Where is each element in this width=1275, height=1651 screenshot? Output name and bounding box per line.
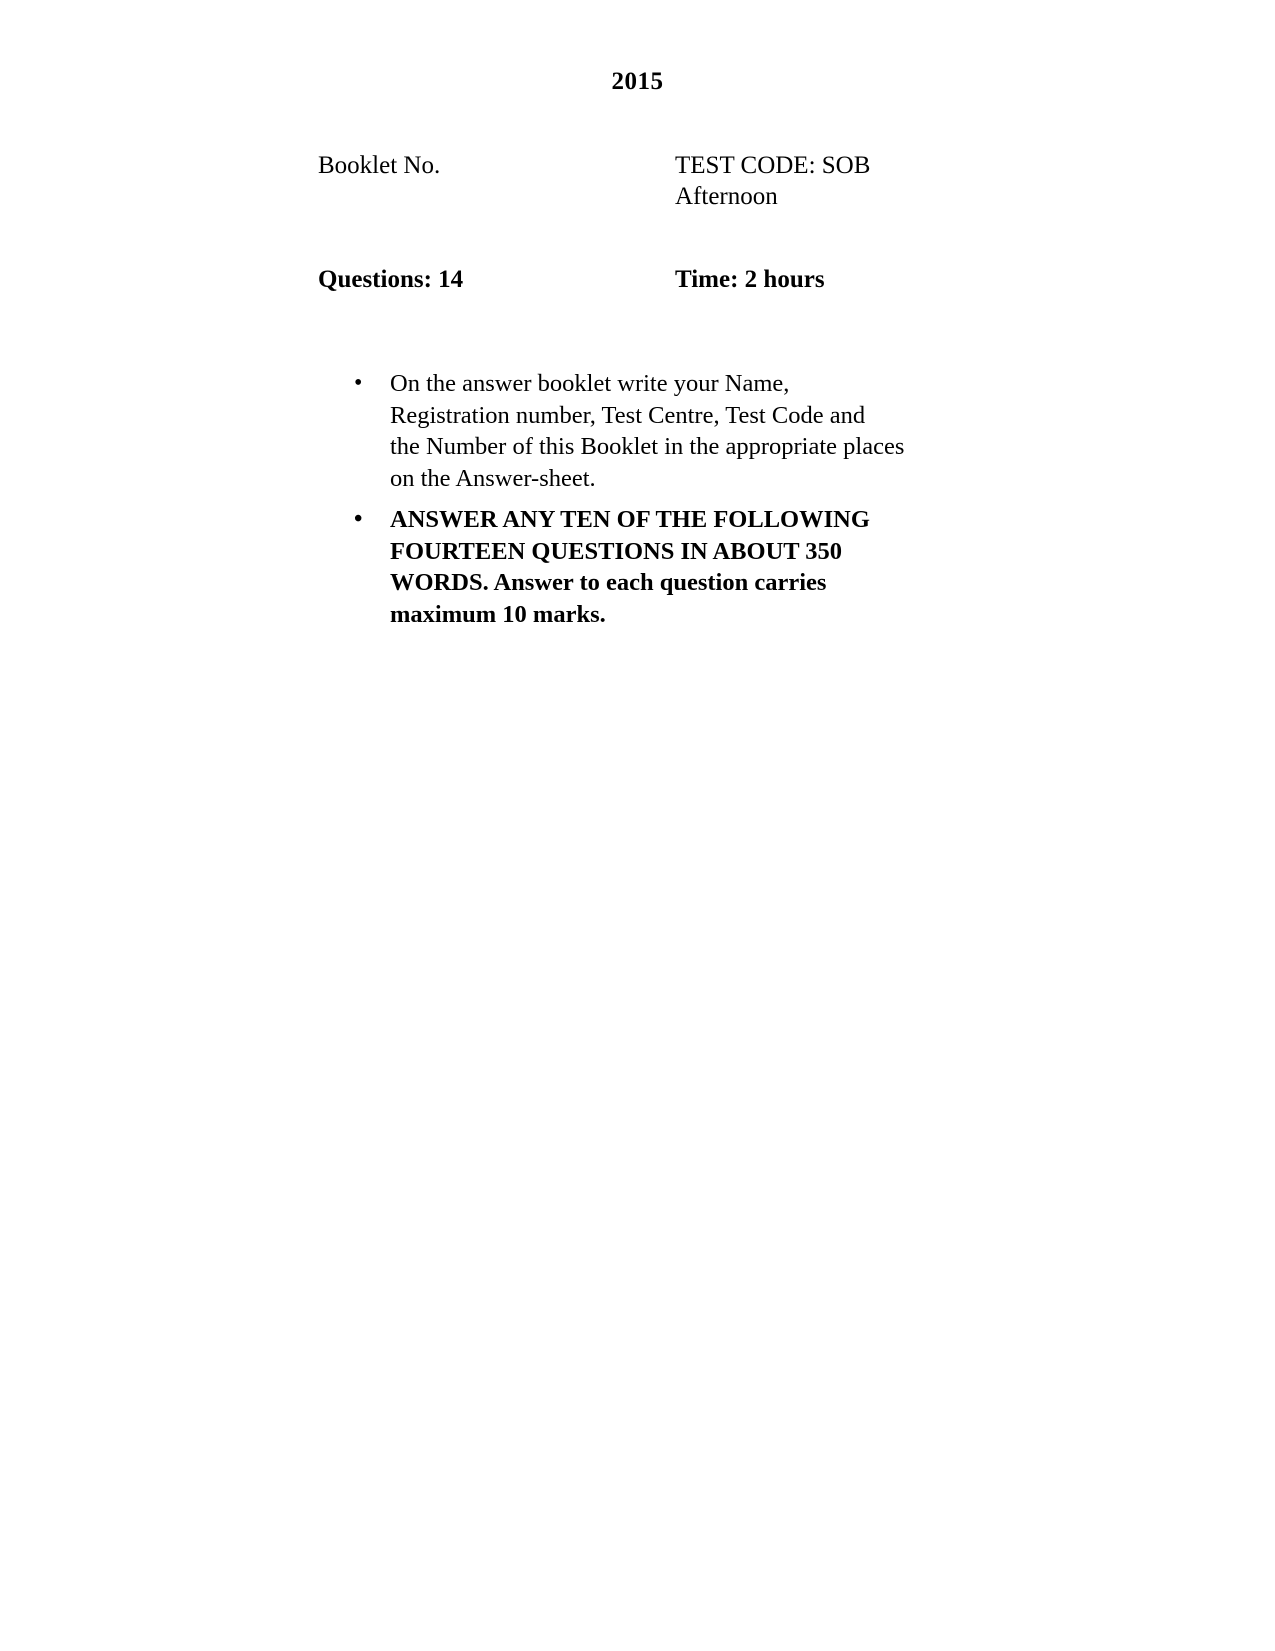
booklet-number-label: Booklet No. bbox=[318, 152, 441, 179]
instruction-line: On the answer booklet write your Name, bbox=[390, 370, 790, 397]
bullet-icon: • bbox=[354, 370, 363, 396]
instruction-line: WORDS. Answer to each question carries bbox=[390, 569, 827, 596]
bullet-icon: • bbox=[354, 506, 363, 532]
time-allowed-label: Time: 2 hours bbox=[675, 266, 825, 293]
instruction-line: Registration number, Test Centre, Test Code and bbox=[390, 401, 866, 429]
meta-row-session bbox=[318, 183, 1018, 214]
page-title-year: 2015 bbox=[611, 68, 664, 95]
instruction-line: ANSWER ANY TEN OF THE FOLLOWING bbox=[390, 506, 870, 533]
session-label: Afternoon bbox=[675, 183, 778, 210]
booklet-meta-block bbox=[318, 152, 1018, 214]
instruction-line: the Number of this Booklet in the appropriate places bbox=[390, 433, 905, 460]
meta-row-primary bbox=[318, 152, 1018, 183]
list-item-instruction-answer-rules bbox=[348, 504, 908, 630]
instruction-line: FOURTEEN QUESTIONS IN ABOUT 350 bbox=[390, 537, 843, 565]
list-item-instruction-answer-booklet bbox=[348, 368, 908, 494]
questions-count-label: Questions: 14 bbox=[318, 266, 464, 293]
instruction-line: maximum 10 marks. bbox=[390, 600, 606, 628]
instruction-line: on the Answer-sheet. bbox=[390, 464, 596, 492]
test-code-label: TEST CODE: SOB bbox=[675, 152, 871, 179]
instructions-list bbox=[348, 368, 908, 640]
